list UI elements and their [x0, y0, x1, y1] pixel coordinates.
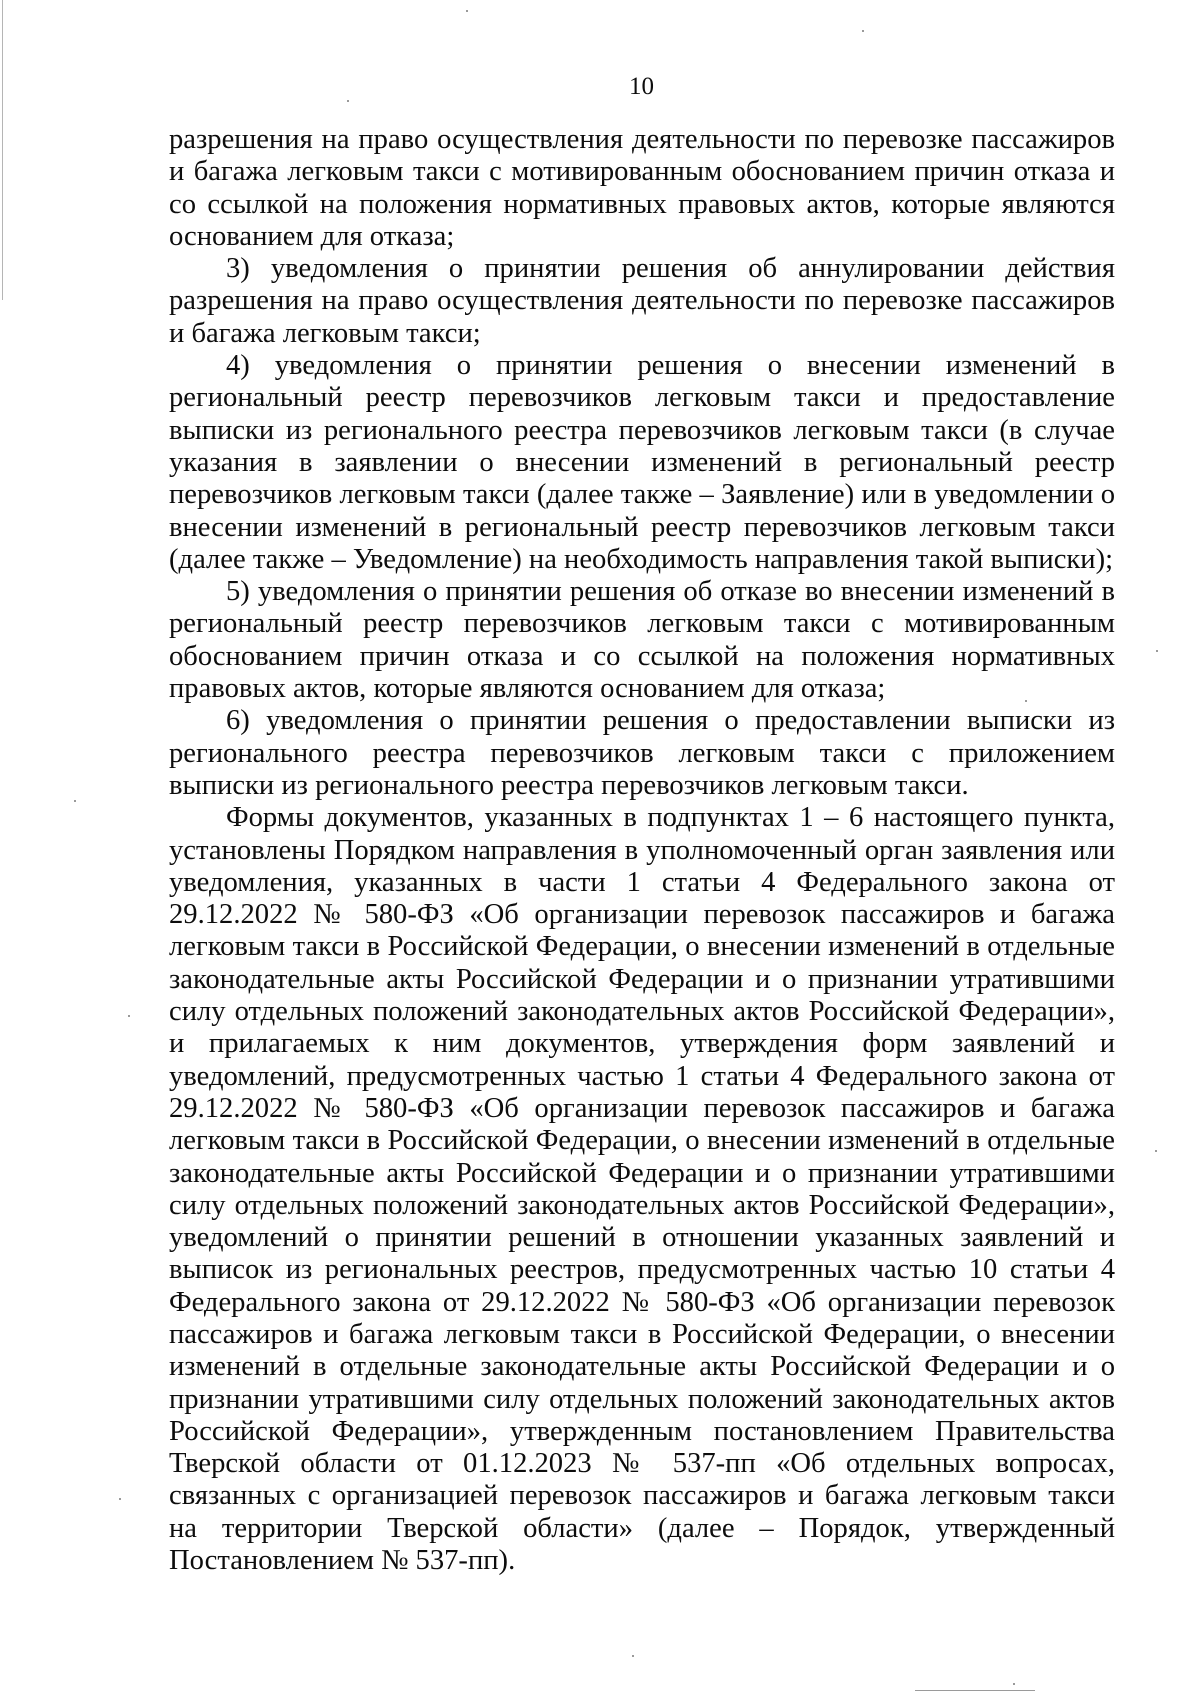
paragraph-continuation: разрешения на право осуществления деятельности по перевозке пассажиров и багажа легковым такси с мотивированным обоснованием причин отказа и со ссылкой на положения нормативных правовых актов, которые являются основанием для отказа; [169, 124, 1115, 252]
scan-speck [128, 1015, 130, 1017]
paragraph-item-3: 3) уведомления о принятии решения об аннулировании действия разрешения на право осуществления деятельности по перевозке пассажиров и багажа легковым такси; [169, 253, 1115, 349]
scan-speck [1155, 1150, 1157, 1152]
scan-edge-line [915, 1690, 1035, 1691]
scan-speck [347, 100, 349, 102]
paragraph-item-6: 6) уведомления о принятии решения о предоставлении выписки из регионального реестра перевозчиков легковым такси с приложением выписки из регионального реестра перевозчиков легковым такси. [169, 705, 1115, 801]
paragraph-item-4: 4) уведомления о принятии решения о внесении изменений в региональный реестр перевозчиков легковым такси и предоставление выписки из регионального реестра перевозчиков легковым такси (в случае указания в заявлении о внесении изменений в региональный реестр перевозчиков легковым такси (далее также – Заявление) или в уведомлении о внесении изменений в региональный реестр перевозчиков легковым такси (далее также – Уведомление) на необходимость направления такой выписки); [169, 350, 1115, 575]
scan-speck [862, 30, 864, 32]
scan-speck [74, 800, 76, 802]
paragraph-item-5: 5) уведомления о принятии решения об отказе во внесении изменений в региональный реестр перевозчиков легковым такси с мотивированным обоснованием причин отказа и со ссылкой на положения нормативных правовых актов, которые являются основанием для отказа; [169, 576, 1115, 705]
scan-speck [1156, 650, 1158, 652]
scan-speck [1025, 700, 1027, 702]
paragraph-forms: Формы документов, указанных в подпунктах 1 – 6 настоящего пункта, установлены Порядком направления в уполномоченный орган заявления или уведомления, указанных в части 1 статьи 4 Федерального закона от 29.12.2022 № 580-ФЗ «Об организации перевозок пассажиров и багажа легковым такси в Российской Федерации, о внесении изменений в отдельные законодательные акты Российской Федерации и о признании утратившими силу отдельных положений законодательных актов Российской Федерации», и прилагаемых к ним документов, утверждения форм заявлений и уведомлений, предусмотренных частью 1 статьи 4 Федерального закона от 29.12.2022 № 580-ФЗ «Об организации перевозок пассажиров и багажа легковым такси в Российской Федерации, о внесении изменений в отдельные законодательные акты Российской Федерации и о признании утратившими силу отдельных положений законодательных актов Российской Федерации», уведомлений о принятии решений в отношении указанных заявлений и выписок из региональных реестров, предусмотренных частью 10 статьи 4 Федерального закона от 29.12.2022 № 580-ФЗ «Об организации перевозок пассажиров и багажа легковым такси в Российской Федерации, о внесении изменений в отдельные законодательные акты Российской Федерации и о признании утратившими силу отдельных положений законодательных актов Российской Федерации», утвержденным постановлением Правительства Тверской области от 01.12.2023 № 537-пп «Об отдельных вопросах, связанных с организацией перевозок пассажиров и багажа легковым такси на территории Тверской области» (далее – Порядок, утвержденный Постановлением № 537-пп). [169, 802, 1115, 1577]
scan-speck [119, 1498, 121, 1500]
scan-edge-line [2, 0, 3, 300]
scan-speck [466, 10, 468, 12]
scan-speck [632, 1655, 634, 1657]
document-body [169, 124, 1115, 1577]
page-number: 10 [629, 73, 654, 100]
scan-speck [1013, 1683, 1015, 1685]
